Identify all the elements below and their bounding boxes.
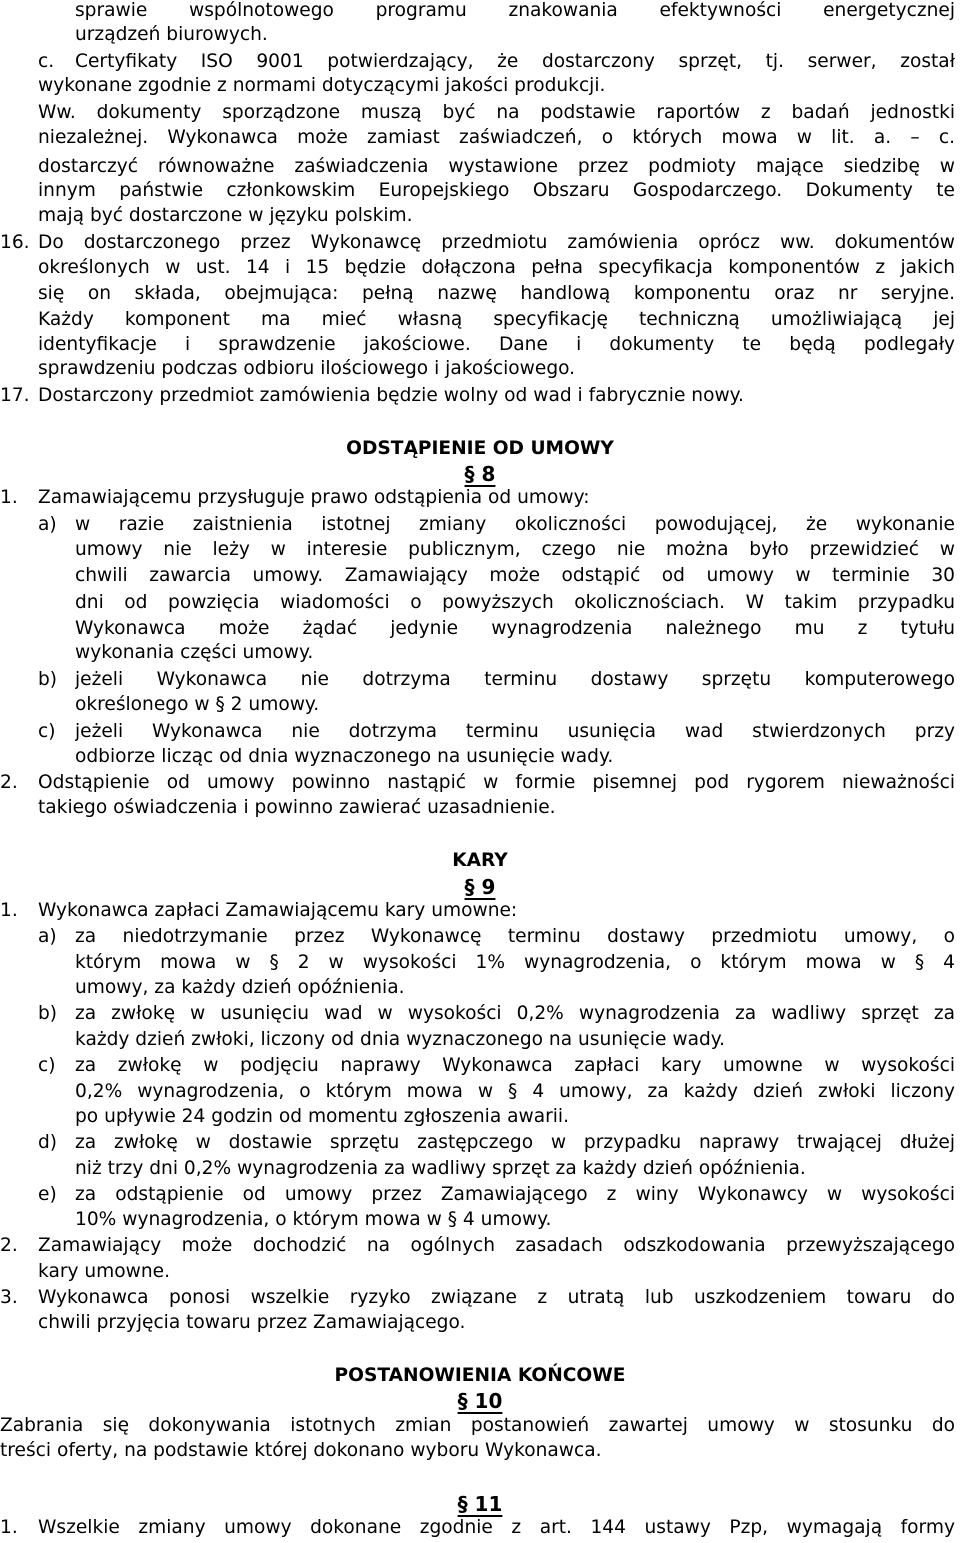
text-line: za odstąpienie od umowy przez Zamawiającego z winy Wykonawcy w wysokości xyxy=(75,1184,955,1205)
list-label: c) xyxy=(38,1055,56,1076)
text-line: określonych w ust. 14 i 15 będzie dołączona pełna specyfikacja komponentów z jakich xyxy=(38,257,955,278)
text-line: Do dostarczonego przez Wykonawcę przedmiotu zamówienia oprócz ww. dokumentów xyxy=(38,232,955,253)
list-label: a) xyxy=(38,514,57,535)
text-line: Każdy komponent ma mieć własną specyfikację techniczną umożliwiającą jej xyxy=(38,309,955,330)
text-line: jeżeli Wykonawca nie dotrzyma terminu usunięcia wad stwierdzonych przy xyxy=(75,721,955,742)
text-line: odbiorze licząc od dnia wyznaczonego na usunięcie wady. xyxy=(75,746,614,767)
text-line: dni od powzięcia wiadomości o powyższych okolicznościach. W takim przypadku xyxy=(75,592,955,613)
text-line: 0,2% wynagrodzenia, o którym mowa w § 4 umowy, za każdy dzień zwłoki liczony xyxy=(75,1081,955,1102)
list-label: 16. xyxy=(0,232,30,253)
text-line: urządzeń biurowych. xyxy=(75,24,268,45)
list-label: 1. xyxy=(0,1517,18,1538)
list-label: 1. xyxy=(0,900,18,921)
text-line: po upływie 24 godzin od momentu zgłoszenia awarii. xyxy=(75,1106,570,1127)
text-line: Wykonawca zapłaci Zamawiającemu kary umowne: xyxy=(38,900,518,921)
paragraph-number xyxy=(0,1491,960,1517)
paragraph-number-text: § 9 xyxy=(464,875,496,899)
text-line: Certyfikaty ISO 9001 potwierdzający, że dostarczony sprzęt, tj. serwer, został xyxy=(75,51,955,72)
text-line: identyfikacje i sprawdzenie jakościowe. Dane i dokumenty te będą podlegały xyxy=(38,334,955,355)
text-line: za niedotrzymanie przez Wykonawcę terminu dostawy przedmiotu umowy, o xyxy=(75,926,955,947)
text-line: Wykonawca może żądać jedynie wynagrodzenia należnego mu z tytułu xyxy=(75,618,955,639)
text-line: się on składa, obejmująca: pełną nazwę handlową komponentu oraz nr seryjne. xyxy=(38,283,955,304)
text-line: Ww. dokumenty sporządzone muszą być na podstawie raportów z badań jednostki xyxy=(38,102,955,123)
list-label: 2. xyxy=(0,772,18,793)
text-line: chwili przyjęcia towaru przez Zamawiającego. xyxy=(38,1312,466,1333)
text-line: w razie zaistnienia istotnej zmiany okoliczności powodującej, że wykonanie xyxy=(75,514,955,535)
list-label: a) xyxy=(38,926,57,947)
list-label: b) xyxy=(38,1003,58,1024)
text-line: chwili zawarcia umowy. Zamawiający może odstąpić od umowy w terminie 30 xyxy=(75,565,955,586)
list-label: d) xyxy=(38,1132,58,1153)
text-line: mają być dostarczone w języku polskim. xyxy=(38,205,413,226)
text-line: Odstąpienie od umowy powinno nastąpić w formie pisemnej pod rygorem nieważności xyxy=(38,772,955,793)
text-line: treści oferty, na podstawie której dokonano wyboru Wykonawca. xyxy=(0,1440,602,1461)
section-heading: ODSTĄPIENIE OD UMOWY xyxy=(346,438,614,459)
text-line: umowy, za każdy dzień opóźnienia. xyxy=(75,977,405,998)
text-line: Zabrania się dokonywania istotnych zmian postanowień zawartej umowy w stosunku do xyxy=(0,1415,955,1436)
text-line: którym mowa w § 2 w wysokości 1% wynagrodzenia, o którym mowa w § 4 xyxy=(75,952,955,973)
section-heading: POSTANOWIENIA KOŃCOWE xyxy=(334,1365,626,1386)
text-line: sprawie wspólnotowego programu znakowania efektywności energetycznej xyxy=(75,0,955,21)
paragraph-number xyxy=(0,461,960,487)
text-line: określonego w § 2 umowy. xyxy=(75,694,320,715)
text-line: niż trzy dni 0,2% wynagrodzenia za wadliwy sprzęt za każdy dzień opóźnienia. xyxy=(75,1158,806,1179)
text-line: Dostarczony przedmiot zamówienia będzie wolny od wad i fabrycznie nowy. xyxy=(38,385,744,406)
paragraph-number-text: § 11 xyxy=(457,1492,503,1516)
paragraph-number-text: § 10 xyxy=(457,1389,503,1413)
paragraph-number xyxy=(0,1388,960,1414)
list-label: c) xyxy=(38,721,56,742)
text-line: innym państwie członkowskim Europejskiego Obszaru Gospodarczego. Dokumenty te xyxy=(38,180,955,201)
text-line: 10% wynagrodzenia, o którym mowa w § 4 umowy. xyxy=(75,1209,552,1230)
text-line: wykonane zgodnie z normami dotyczącymi jakości produkcji. xyxy=(38,75,606,96)
text-line: umowy nie leży w interesie publicznym, czego nie można było przewidzieć w xyxy=(75,539,955,560)
list-label: 2. xyxy=(0,1235,18,1256)
text-line: Wykonawca ponosi wszelkie ryzyko związane z utratą lub uszkodzeniem towaru do xyxy=(38,1287,955,1308)
list-label: c. xyxy=(38,51,55,72)
text-line: za zwłokę w usunięciu wad w wysokości 0,2% wynagrodzenia za wadliwy sprzęt za xyxy=(75,1003,955,1024)
text-line: Wszelkie zmiany umowy dokonane zgodnie z art. 144 ustawy Pzp, wymagają formy xyxy=(38,1517,955,1538)
paragraph-number xyxy=(0,874,960,900)
paragraph-number-text: § 8 xyxy=(464,462,496,486)
text-line: dostarczyć równoważne zaświadczenia wystawione przez podmioty mające siedzibę w xyxy=(38,156,955,177)
list-label: 1. xyxy=(0,487,18,508)
text-line: Zamawiający może dochodzić na ogólnych zasadach odszkodowania przewyższającego xyxy=(38,1235,955,1256)
text-line: każdy dzień zwłoki, liczony od dnia wyznaczonego na usunięcie wady. xyxy=(75,1029,726,1050)
text-line: takiego oświadczenia i powinno zawierać uzasadnienie. xyxy=(38,797,556,818)
list-label: 17. xyxy=(0,385,30,406)
text-line: za zwłokę w dostawie sprzętu zastępczego w przypadku naprawy trwającej dłużej xyxy=(75,1132,955,1153)
list-label: e) xyxy=(38,1184,57,1205)
section-heading: KARY xyxy=(452,850,508,871)
list-label: 3. xyxy=(0,1287,18,1308)
text-line: sprawdzeniu podczas odbioru ilościowego i jakościowego. xyxy=(38,358,576,379)
list-label: b) xyxy=(38,669,58,690)
text-line: jeżeli Wykonawca nie dotrzyma terminu dostawy sprzętu komputerowego xyxy=(75,669,955,690)
text-line: niezależnej. Wykonawca może zamiast zaświadczeń, o których mowa w lit. a. – c. xyxy=(38,127,955,148)
text-line: wykonania części umowy. xyxy=(75,642,314,663)
text-line: za zwłokę w podjęciu naprawy Wykonawca zapłaci kary umowne w wysokości xyxy=(75,1055,955,1076)
text-line: Zamawiającemu przysługuje prawo odstąpienia od umowy: xyxy=(38,487,590,508)
text-line: kary umowne. xyxy=(38,1261,171,1282)
